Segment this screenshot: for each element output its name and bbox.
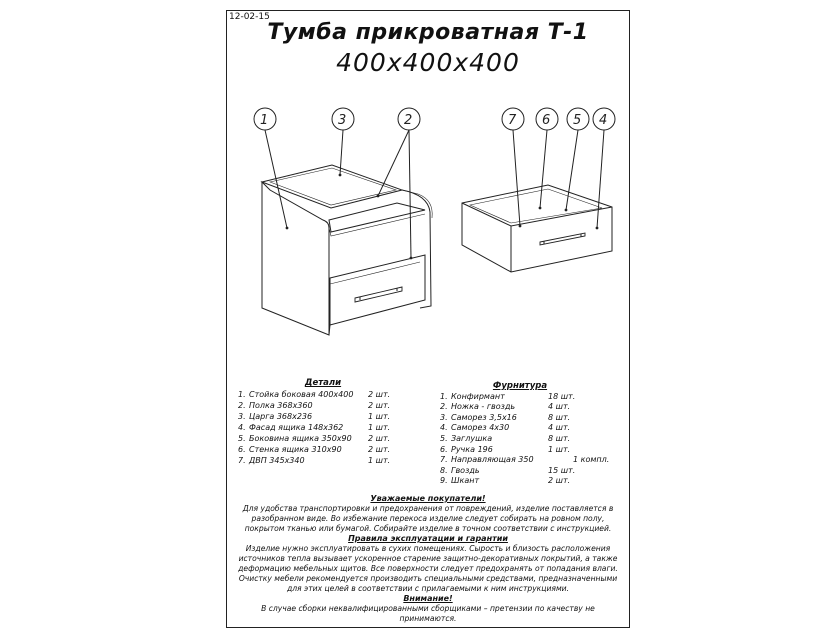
fittings-heading: Фурнитура: [492, 381, 548, 391]
list-item: 5. Боковина ящика 350х90 2 шт.: [238, 434, 391, 443]
callout-number-1: 1: [260, 113, 269, 128]
warning-text: В случае сборки неквалифицированными сборщиками – претензии по качеству не принимаются.: [261, 604, 595, 623]
rules-text: Изделие нужно эксплуатировать в сухих помещениях. Сырость и близость расположения источников тепла вызывает ускоренное старение защитно-декоративных покрытий, а также деформацию мебельных щитов. Все поверхности следует предохранять от попадания влаги. Очистку мебели рекомендуется производить специальными средствами, предназначенными для этих целей в соответствии с прилагаемыми к ним инструкциями.: [238, 544, 618, 593]
callout-number-5: 5: [573, 113, 582, 128]
buyers-text: Для удобства транспортировки и предохранения от повреждений, изделие поставляется в разобранном виде. Во избежание перекоса изделие следует собирать на ровном полу, покрытом тканью или бумагой. Собирайте изделие в точном соответствии с инструкцией.: [242, 504, 614, 533]
list-item: 9. Шкант 2 шт.: [440, 476, 571, 486]
list-item: 3. Саморез 3,5х16 8 шт.: [440, 412, 571, 422]
parts-heading: Детали: [304, 378, 342, 388]
list-item: 4. Саморез 4х30 4 шт.: [440, 423, 571, 433]
drawer-drawing: [462, 185, 612, 272]
warning-heading: Внимание!: [403, 594, 453, 603]
list-item: 1. Конфирмант 18 шт.: [440, 391, 576, 401]
list-item: 6. Стенка ящика 310х90 2 шт.: [238, 445, 391, 454]
parts-list: [238, 378, 408, 466]
callout-number-3: 3: [338, 113, 347, 128]
list-item: 5. Заглушка 8 шт.: [440, 433, 571, 443]
nightstand-drawing: [262, 165, 432, 335]
callout-number-4: 4: [599, 113, 608, 128]
list-item: 3. Царга 368х236 1 шт.: [238, 412, 391, 421]
list-item: 2. Полка 368х360 2 шт.: [238, 401, 391, 410]
list-item: 1. Стойка боковая 400х400 2 шт.: [238, 390, 391, 399]
fittings-list: [440, 381, 610, 487]
list-item: 4. Фасад ящика 148х362 1 шт.: [238, 423, 391, 432]
list-item: 2. Ножка - гвоздь 4 шт.: [440, 402, 571, 412]
callout-number-7: 7: [508, 113, 517, 128]
dimensions-label: 400x400x400: [336, 48, 520, 77]
notes-section: [236, 494, 620, 624]
buyers-heading: Уважаемые покупатели!: [370, 494, 486, 503]
callout-number-6: 6: [542, 113, 551, 128]
list-item: 7. ДВП 345х340 1 шт.: [238, 456, 391, 465]
page-title: Тумба прикроватная Т-1: [267, 20, 589, 45]
list-item: 8. Гвоздь 15 шт.: [440, 465, 576, 475]
callout-number-2: 2: [404, 113, 413, 128]
list-item: 6. Ручка 196 1 шт.: [440, 444, 571, 454]
list-item: 7. Направляющая 350 1 компл.: [440, 455, 610, 465]
document-code: 12-02-15: [229, 12, 270, 22]
rules-heading: Правила эксплуатации и гарантии: [348, 534, 508, 543]
